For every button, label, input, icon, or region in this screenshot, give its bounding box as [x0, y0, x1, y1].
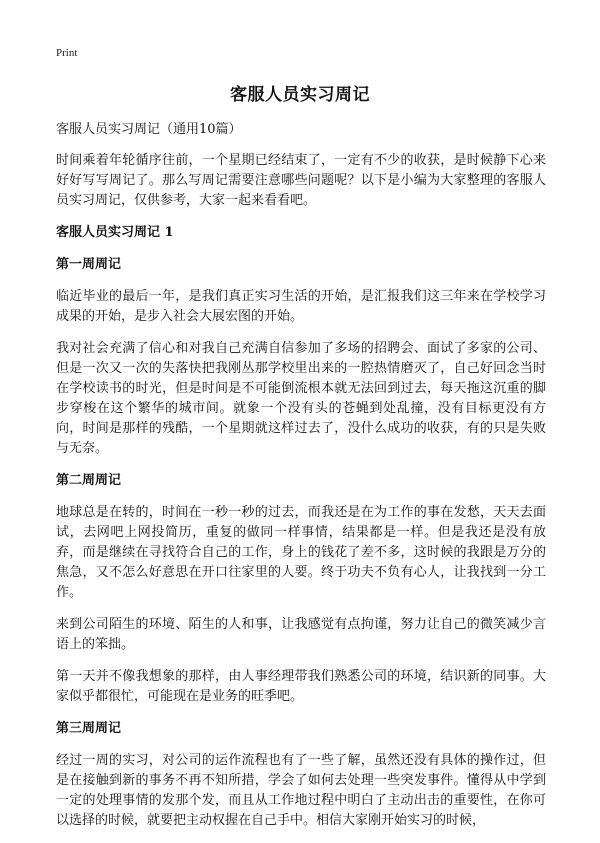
paragraph: 地球总是在转的，时间在一秒一秒的过去，而我还是在为工作的事在发愁，天天去面试，去网吧上网投简历，重复的做同一样事情，结果都是一样。但是我还是没有放弃，而是继续在寻找符合自己的工作，身上的钱花了差不多，这时候的我跟是万分的焦急，又不怎么好意思在开口往家里的人要。终于功夫不负有心人，让我找到一分工作。: [56, 505, 546, 600]
paragraph: 来到公司陌生的环境、陌生的人和事，让我感觉有点拘谨，努力让自己的微笑减少言语上的笨拙。: [56, 617, 546, 652]
print-link[interactable]: Print: [56, 47, 78, 59]
document-title: 客服人员实习周记: [230, 85, 370, 105]
week-1-heading: 第一周周记: [56, 257, 122, 272]
paragraph: 经过一周的实习，对公司的运作流程也有了一些了解，虽然还没有具体的操作过，但是在接触到新的事务不再不知所措，学会了如何去处理一些突发事件。懂得从中学到一定的处理事情的发那个发，而且从工作地过程中明白了主动出击的重要性，在你可以选择的时候，就要把主动权握在自己手中。相信大家刚开始实习的时候，: [56, 753, 546, 828]
document-subtitle: 客服人员实习周记（通用10篇）: [56, 122, 242, 137]
paragraph: 临近毕业的最后一年，是我们真正实习生活的开始，是汇报我们这三年来在学校学习成果的开始，是步入社会大展宏图的开始。: [56, 289, 546, 324]
section-heading: 客服人员实习周记 1: [56, 225, 174, 240]
paragraph: 第一天并不像我想象的那样，由人事经理带我们熟悉公司的环境，结识新的同事。大家似乎都很忙，可能现在是业务的旺季吧。: [56, 669, 546, 704]
intro-paragraph: 时间乘着年轮循序往前，一个星期已经结束了，一定有不少的收获，是时候静下心来好好写写周记了。那么写周记需要注意哪些问题呢？以下是小编为大家整理的客服人员实习周记，仅供参考，大家一起来看看吧。: [56, 153, 546, 208]
paragraph: 我对社会充满了信心和对我自己充满自信参加了多场的招聘会、面试了多家的公司、但是一次又一次的失落快把我刚丛那学校里出来的一腔热情磨灭了，自己好回念当时在学校读书的时光，但是时间是不可能倒流根本就无法回到过去，每天拖这沉重的脚步穿梭在这个繁华的城市间。就象一个没有头的苍蝇到处乱撞，没有目标更没有方向，时间是那样的残酷，一个星期就这样过去了，没什么成功的收获，有的只是失败与无奈。: [56, 341, 546, 456]
document-body: [56, 120, 546, 843]
week-3-heading: 第三周周记: [56, 721, 122, 736]
week-2-heading: 第二周周记: [56, 473, 122, 488]
